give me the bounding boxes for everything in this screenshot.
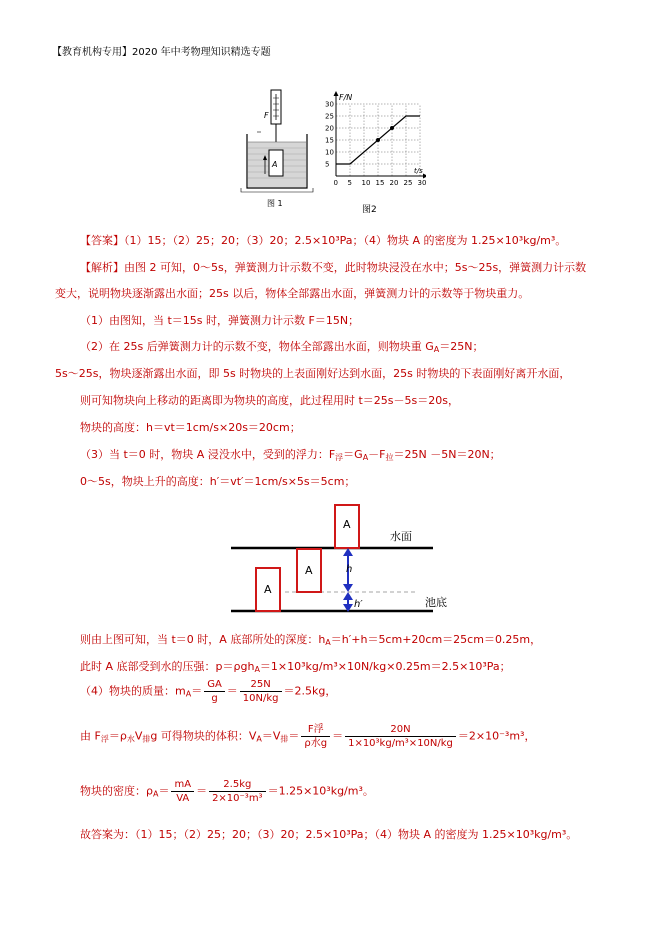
figure-2 — [318, 88, 426, 216]
volume-eq: ＝ — [332, 729, 344, 743]
y-tick-label: 10 — [325, 148, 334, 157]
label-f: F — [264, 111, 269, 120]
data-point — [390, 126, 394, 130]
y-tick-label: 30 — [325, 100, 334, 109]
answer-line — [80, 234, 566, 248]
step-3-line-3-sub: A — [325, 638, 331, 647]
step-4-eq-1: ＝ — [191, 684, 203, 698]
page-header: 【教育机构专用】2020 年中考物理知识精选专题 — [52, 47, 271, 58]
step-3-line-2: 0～5s，物块上升的高度：h′＝vt′＝1cm/s×5s＝5cm； — [80, 475, 356, 488]
volume-end: ＝2×10⁻³m³， — [457, 729, 536, 743]
fraction-ma-va-num: mA — [171, 778, 194, 792]
volume-sub-2: 水 — [126, 734, 135, 744]
fraction-density-num: 2.5kg — [209, 778, 266, 792]
step-4-sub: A — [185, 689, 192, 699]
density-text-a: 物块的密度：ρ — [80, 784, 153, 798]
y-axis-arrow — [334, 91, 339, 96]
fraction-volume-den: 1×10³kg/m³×10N/kg — [348, 738, 453, 749]
step-2-sub: A — [433, 345, 440, 354]
force-time-chart — [318, 88, 426, 216]
figure-2-caption: 图2 — [362, 205, 377, 215]
step-2-text: （2）在 25s 后弹簧测力计的示数不变，物体全部露出水面，则物块重 G — [80, 340, 434, 353]
volume-text-a: 由 F — [80, 729, 101, 743]
volume-sub-1: 浮 — [100, 734, 109, 744]
fraction-volume — [345, 723, 456, 750]
step-3-line-4-text-a: 此时 A 底部受到水的压强：p＝ρgh — [80, 660, 255, 673]
step-3-line-3-text-b: ＝h′+h＝5cm+20cm＝25cm＝0.25m， — [330, 633, 542, 646]
step-3-line-4-sub: A — [254, 665, 260, 674]
block-label-2: A — [305, 564, 313, 577]
pool-bottom-label: 池底 — [425, 596, 447, 609]
x-tick-label: 30 — [417, 179, 426, 187]
step-3-text-c: －F — [368, 448, 386, 461]
label-a: A — [272, 160, 278, 169]
figure-3 — [225, 500, 465, 618]
density-sub: A — [152, 789, 159, 799]
x-tick-label: 10 — [361, 179, 371, 187]
h-prime-label: h′ — [354, 599, 363, 610]
data-point — [376, 138, 380, 142]
x-axis-arrow — [423, 174, 426, 179]
density-eq-1: ＝ — [158, 784, 170, 798]
volume-sub-3: 排 — [142, 734, 151, 744]
volume-text-f: ＝ — [288, 729, 300, 743]
volume-line — [80, 723, 535, 750]
step-3-text-b: ＝G — [343, 448, 363, 461]
step-3-sub-2: A — [362, 453, 369, 462]
figure-1 — [237, 88, 319, 213]
volume-text-e: ＝V — [261, 729, 281, 743]
y-tick-label: 5 — [325, 160, 330, 169]
density-end: ＝1.25×10³kg/m³。 — [267, 784, 374, 798]
step-3 — [80, 448, 501, 465]
x-tick-label: 0 — [333, 179, 338, 187]
step-4 — [80, 678, 336, 705]
volume-text-b: ＝ρ — [108, 729, 127, 743]
fraction-mass — [240, 678, 282, 705]
y-tick-label: 25 — [325, 112, 334, 121]
step-2-line-4: 物块的高度：h＝vt＝1cm/s×20s＝20cm； — [80, 421, 301, 434]
step-3-line-3 — [80, 633, 541, 650]
step-3-sub-1: 浮 — [335, 453, 344, 462]
analysis-text-1: 由图 2 可知，0～5s，弹簧测力计示数不变，此时物块浸没在水中；5s～25s，弹簧测力计示数 — [124, 261, 587, 274]
block-label-1: A — [264, 583, 272, 596]
figure-1-drawing — [237, 88, 319, 213]
fraction-fbuoy-den: ρ水g — [304, 738, 328, 749]
step-4-text-a: （4）物块的质量：m — [80, 684, 186, 698]
analysis-line-1 — [80, 261, 586, 275]
step-4-end: ＝2.5kg， — [283, 684, 337, 698]
step-3-text-d: ＝25N －5N＝20N； — [393, 448, 501, 461]
step-3-line-4 — [80, 660, 511, 677]
x-tick-label: 15 — [375, 179, 385, 187]
fraction-fbuoy — [301, 723, 330, 750]
fraction-ga-g — [204, 678, 225, 705]
block-label-3: A — [343, 518, 351, 531]
step-2-line-3: 则可知物块向上移动的距离即为物块的高度，此过程用时 t＝25s－5s＝20s， — [80, 394, 459, 407]
analysis-tag: 【解析】 — [80, 261, 124, 274]
final-answer: 故答案为：（1）15；（2）25；20；（3）20；2.5×10³Pa；（4）物块 A 的密度为 1.25×10³kg/m³。 — [80, 828, 578, 841]
volume-text-c: V — [134, 729, 143, 743]
fraction-ga-g-den: g — [211, 693, 218, 704]
fraction-density — [209, 778, 266, 805]
step-3-text-a: （3）当 t＝0 时，物块 A 浸没水中，受到的浮力：F — [80, 448, 336, 461]
answer-text: （1）15；（2）25；20；（3）20；2.5×10³Pa；（4）物块 A 的密度为 1.25×10³kg/m³。 — [124, 234, 567, 247]
volume-sub-5: 排 — [280, 734, 289, 744]
step-2-end: ＝25N； — [439, 340, 484, 353]
fraction-mass-num: 25N — [240, 678, 282, 692]
fraction-ma-va — [171, 778, 194, 805]
fraction-mass-den: 10N/kg — [242, 693, 279, 704]
step-2 — [80, 340, 483, 357]
water-level-diagram — [225, 500, 465, 618]
step-1: （1）由图知，当 t＝15s 时，弹簧测力计示数 F＝15N； — [80, 314, 360, 327]
volume-text-d: g 可得物块的体积：V — [150, 729, 257, 743]
fraction-fbuoy-num: F浮 — [301, 723, 330, 737]
step-3-sub-3: 拉 — [385, 453, 394, 462]
volume-sub-4: A — [256, 734, 262, 744]
y-axis-label: F/N — [339, 93, 353, 102]
step-3-line-3-text-a: 则由上图可知，当 t＝0 时，A 底部所处的深度：h — [80, 633, 326, 646]
x-tick-label: 20 — [389, 179, 399, 187]
answer-tag: 【答案】 — [80, 234, 124, 247]
density-line — [80, 778, 374, 805]
h-label: h — [346, 564, 353, 575]
water-surface-label: 水面 — [390, 530, 412, 543]
step-4-eq-2: ＝ — [226, 684, 238, 698]
fraction-density-den: 2×10⁻³m³ — [212, 793, 263, 804]
step-2-line-2: 5s～25s，物块逐渐露出水面，即 5s 时物块的上表面刚好达到水面，25s 时物块的下表面刚好离开水面， — [55, 367, 571, 380]
y-tick-label: 20 — [325, 124, 334, 133]
x-tick-label: 25 — [403, 179, 413, 187]
density-eq-2: ＝ — [196, 784, 208, 798]
step-3-line-4-text-b: ＝1×10³kg/m³×10N/kg×0.25m＝2.5×10³Pa； — [259, 660, 511, 673]
analysis-line-2: 变大，说明物块逐渐露出水面；25s 以后，物体全部露出水面，弹簧测力计的示数等于物块重力。 — [55, 287, 530, 300]
fraction-ma-va-den: VA — [176, 793, 190, 804]
fraction-ga-g-num: GA — [204, 678, 225, 692]
y-tick-label: 15 — [325, 136, 334, 145]
figure-1-caption: 图 1 — [267, 199, 283, 208]
fraction-volume-num: 20N — [345, 723, 456, 737]
x-tick-label: 5 — [347, 179, 352, 187]
x-axis-label: t/s — [414, 167, 423, 175]
